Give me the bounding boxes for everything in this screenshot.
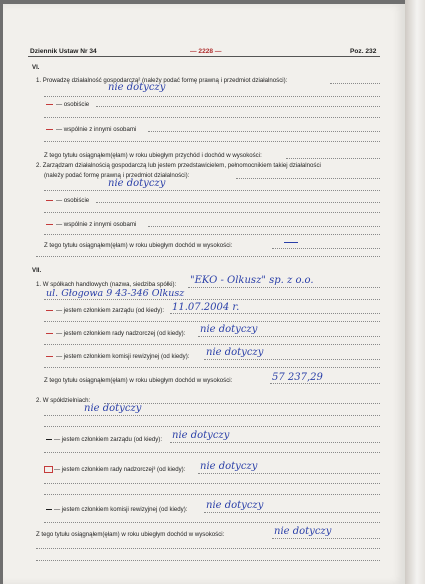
vii-item1-supervisory-line (198, 336, 380, 337)
vii-item2-line-e (44, 483, 380, 484)
vii-item1-income-hw: 57 237,29 (272, 372, 323, 383)
vii-item2-supervisory-line (198, 473, 380, 474)
vii-item1-address: ul. Głogowa 9 43-346 Olkusz (46, 288, 185, 299)
vi-item2-jointly-line (148, 226, 380, 227)
vii-item1-company: "EKO - Olkusz" sp. z o.o. (190, 275, 314, 286)
vii-item1-supervisory-dash (46, 333, 53, 334)
vii-item1-line-a (188, 287, 380, 288)
vi-item1-personally-dash (46, 104, 53, 105)
vii-item2-label: 2. W spółdzielniach: (36, 397, 91, 404)
vii-item1-audit: — jestem członkiem komisji rewizyjnej (od kiedy): (56, 353, 190, 360)
vi-item2-personally-dash (46, 200, 53, 201)
vii-item1-line-e (44, 367, 380, 368)
vi-item1-income: Z tego tytułu osiągnąłem(ęłam) w roku ubiegłym przychód i dochód w wysokości: (44, 152, 262, 159)
vi-item1-income-line (286, 158, 380, 159)
page-number: — 2228 — (190, 48, 222, 55)
vii-item1-line-b (44, 299, 380, 300)
vii-item1-audit-dash (46, 356, 53, 357)
vi-item1-handwritten: nie dotyczy (108, 82, 166, 93)
vii-item2-audit: — jestem członkiem komisji rewizyjnej (od kiedy): (54, 506, 188, 513)
vi-item1-line-a (330, 83, 380, 84)
vii-item1-income: Z tego tytułu osiągnąłem(ęłam) w roku ubiegłym dochód w wysokości: (44, 377, 233, 384)
vii-item2-audit-hw: nie dotyczy (206, 500, 264, 511)
vii-item2-supervisory-mark (44, 466, 53, 473)
vii-item2-income: Z tego tytułu osiągnąłem(ęłam) w roku ubiegłym dochód w wysokości: (36, 531, 225, 538)
vii-item1-audit-line (204, 359, 380, 360)
vii-item2-audit-line (204, 512, 380, 513)
vi-item1-label: 1. Prowadzę działalność gospodarczą² (należy podać formę prawną i przedmiot działalności): (36, 77, 288, 84)
vii-item2-supervisory: — jestem członkiem rady nadzorczej³ (od kiedy): (54, 466, 186, 473)
vii-item1-board-hw: 11.07.2004 r. (172, 302, 240, 313)
vii-item2-line-h (36, 548, 380, 549)
vii-item1-income-line (270, 383, 380, 384)
section-vi-numeral: VI. (32, 64, 40, 71)
vi-item2-income-line (272, 248, 380, 249)
vi-item1-personally-line (96, 106, 380, 107)
vi-item2-label2: (należy podać formę prawną i przedmiot działalności): (44, 172, 190, 179)
vii-item1-label: 1. W spółkach handlowych (nazwa, siedziba spółki): (36, 281, 177, 288)
vii-item1-line-d (44, 344, 380, 345)
vii-item2-income-line (272, 538, 380, 539)
section-vii-numeral: VII. (32, 267, 42, 274)
vi-item1-jointly-line (148, 131, 380, 132)
vi-item1-line-d (44, 141, 380, 142)
vi-item2-line-e (36, 256, 380, 257)
vi-item2-jointly-dash (46, 224, 53, 225)
vii-item1-board: — jestem członkiem zarządu (od kiedy): (56, 307, 165, 314)
vii-item2-line-f (44, 494, 380, 495)
vii-item2-supervisory-hw: nie dotyczy (200, 461, 258, 472)
vii-item1-audit-hw: nie dotyczy (206, 347, 264, 358)
vii-item2-board-line (170, 442, 380, 443)
vi-item1-jointly: — wspólnie z innymi osobami (56, 126, 137, 133)
vi-item2-income-stroke (284, 242, 298, 243)
vi-item2-line-d (44, 234, 380, 235)
vi-item1-personally: — osobiście (56, 101, 90, 108)
page-edge (405, 0, 425, 584)
vi-item2-income: Z tego tytułu osiągnąłem(ęłam) w roku ubiegłym dochód w wysokości: (44, 242, 233, 249)
vi-item2-line-b (44, 190, 380, 191)
vi-item2-line-a (236, 178, 380, 179)
vi-item2-jointly: — wspólnie z innymi osobami (56, 221, 137, 228)
vii-item2-line-b (44, 415, 380, 416)
vi-item1-line-c (44, 117, 380, 118)
vi-item2-personally-line (96, 202, 380, 203)
vii-item2-audit-dash (46, 509, 52, 510)
vii-item2-board-hw: nie dotyczy (172, 430, 230, 441)
vii-item2-line-g (44, 522, 380, 523)
position-number: Poz. 232 (350, 48, 377, 55)
vii-item2-line-c (44, 426, 380, 427)
vi-item2-line-c (44, 212, 380, 213)
vii-item2-board-dash (46, 439, 52, 440)
vii-item1-line-c (44, 321, 380, 322)
vii-item1-board-line (170, 313, 380, 314)
vi-item2-personally: — osobiście (56, 197, 90, 204)
vii-item2-line-a (104, 403, 380, 404)
header-divider (28, 56, 380, 57)
vii-item2-income-hw: nie dotyczy (274, 526, 332, 537)
vii-item1-board-dash (46, 310, 53, 311)
vii-item2-line-i (36, 560, 380, 561)
journal-title: Dziennik Ustaw Nr 34 (30, 48, 97, 55)
vi-item1-jointly-dash (46, 129, 53, 130)
vi-item1-line-b (44, 96, 380, 97)
vii-item1-supervisory: — jestem członkiem rady nadzorczej (od kiedy): (56, 330, 186, 337)
vii-item2-board: — jestem członkiem zarządu (od kiedy): (54, 436, 163, 443)
vi-item2-label: 2. Zarządzam działalnością gospodarczą lub jestem przedstawicielem, pełnomocnikiem takiej działalności (36, 162, 321, 169)
vii-item2-line-d (44, 452, 380, 453)
vii-item2-handwritten: nie dotyczy (84, 403, 142, 414)
vi-item2-handwritten: nie dotyczy (108, 178, 166, 189)
vii-item1-supervisory-hw: nie dotyczy (200, 324, 258, 335)
